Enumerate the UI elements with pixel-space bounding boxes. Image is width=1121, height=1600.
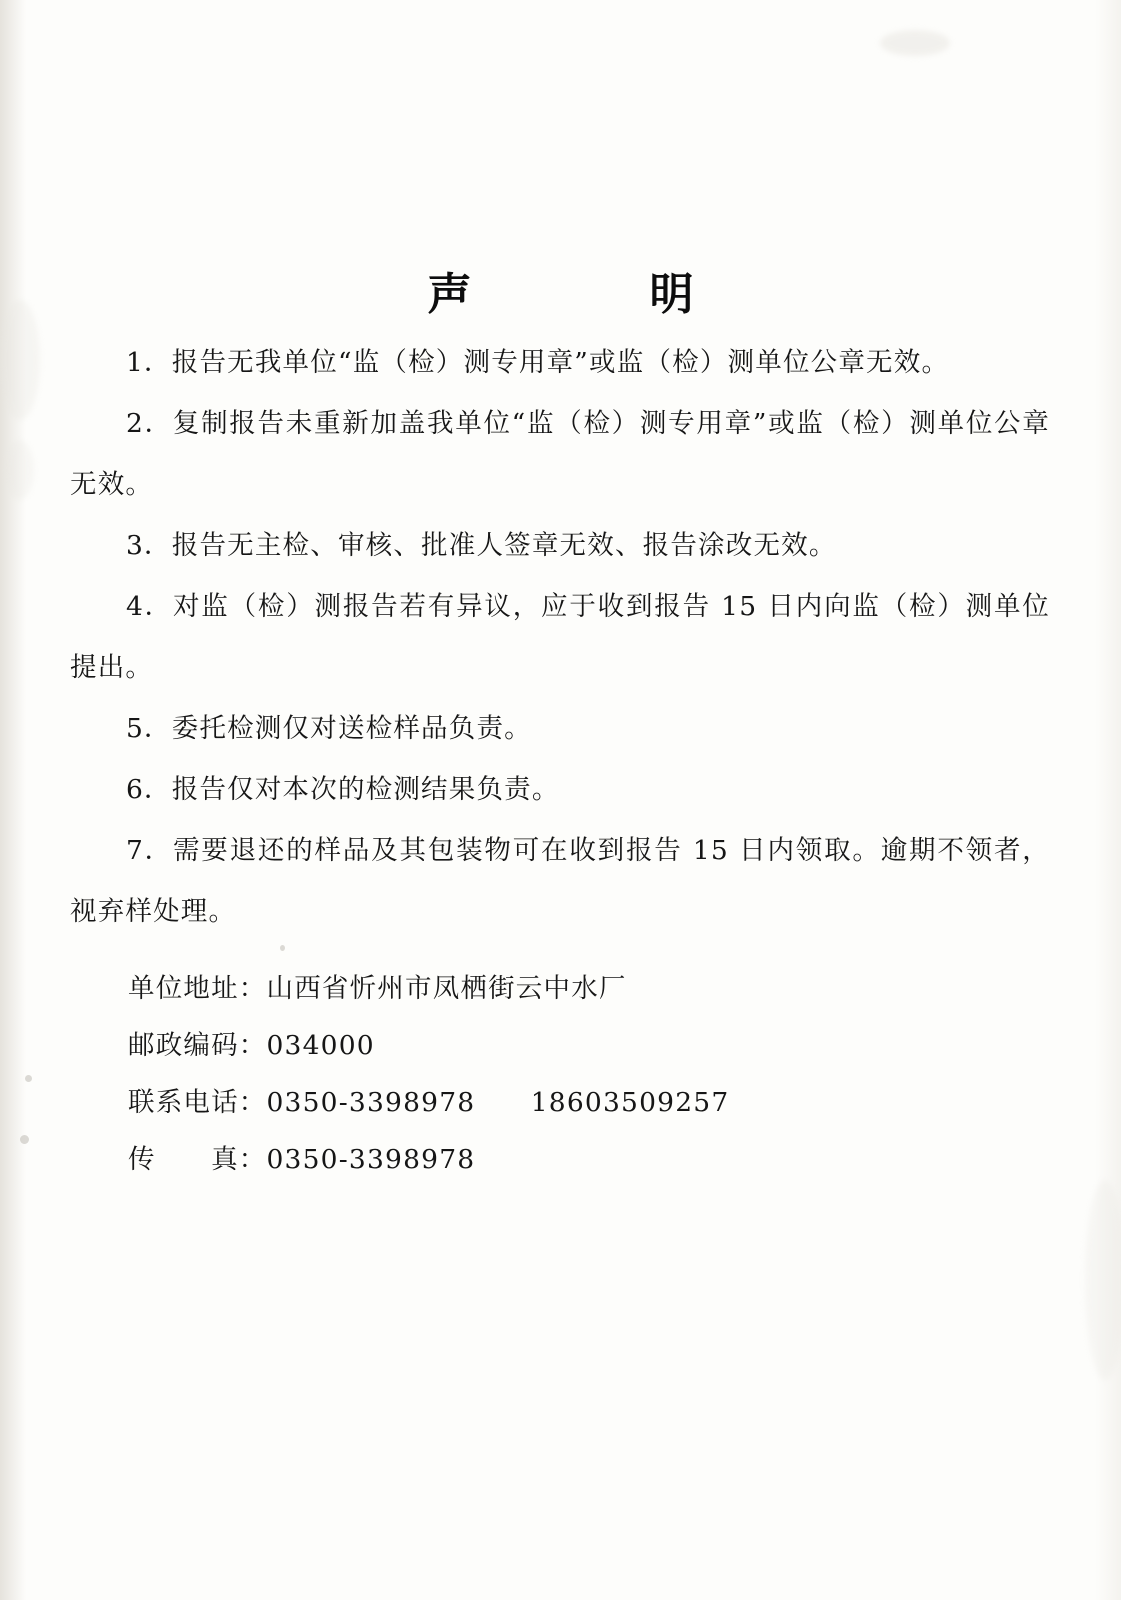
paper-blotch xyxy=(4,440,34,500)
scan-edge-shadow-left xyxy=(0,0,26,1600)
contact-phone-value: 0350-3398978 18603509257 xyxy=(266,1087,730,1118)
clause-text: 7．需要退还的样品及其包装物可在收到报告 15 日内领取。逾期不领者，视弃样处理。 xyxy=(70,835,1050,927)
paper-blotch xyxy=(1085,1180,1121,1380)
clause-text: 6．报告仅对本次的检测结果负责。 xyxy=(126,774,560,805)
contact-phone-label: 联系电话： xyxy=(128,1087,267,1118)
contact-postcode xyxy=(128,1017,988,1074)
contact-fax-value: 0350-3398978 xyxy=(266,1144,476,1175)
contact-address-value: 山西省忻州市凤栖街云中水厂 xyxy=(266,973,627,1004)
declaration-clause-5 xyxy=(70,698,1050,759)
clause-text: 2．复制报告未重新加盖我单位“监（检）测专用章”或监（检）测单位公章无效。 xyxy=(70,408,1050,500)
contact-postcode-value: 034000 xyxy=(266,1030,375,1061)
contact-postcode-label: 邮政编码： xyxy=(128,1030,267,1061)
declaration-clause-6 xyxy=(70,759,1050,820)
paper-speck xyxy=(20,1135,29,1144)
contact-address-label: 单位地址： xyxy=(128,973,267,1004)
contact-address xyxy=(128,960,988,1017)
page-title: 声 明 xyxy=(427,269,724,320)
contact-fax-label: 传 真： xyxy=(128,1144,267,1175)
declaration-clause-4 xyxy=(70,576,1050,698)
declaration-clause-7 xyxy=(70,820,1050,942)
declaration-clause-1 xyxy=(70,332,1050,393)
contact-phone xyxy=(128,1074,988,1131)
paper-blotch xyxy=(880,30,950,56)
clause-text: 4．对监（检）测报告若有异议，应于收到报告 15 日内向监（检）测单位提出。 xyxy=(70,591,1050,683)
declaration-clause-3 xyxy=(70,515,1050,576)
contact-fax xyxy=(128,1131,988,1188)
contact-block xyxy=(128,960,988,1188)
clause-text: 5．委托检测仅对送检样品负责。 xyxy=(126,713,532,744)
scan-edge-shadow-right xyxy=(1095,0,1121,1600)
paper-speck xyxy=(25,1075,32,1082)
paper-speck xyxy=(280,945,285,951)
clause-text: 3．报告无主检、审核、批准人签章无效、报告涂改无效。 xyxy=(126,530,837,561)
declaration-clause-list xyxy=(70,332,1050,942)
declaration-clause-2 xyxy=(70,393,1050,515)
clause-text: 1．报告无我单位“监（检）测专用章”或监（检）测单位公章无效。 xyxy=(126,347,950,378)
